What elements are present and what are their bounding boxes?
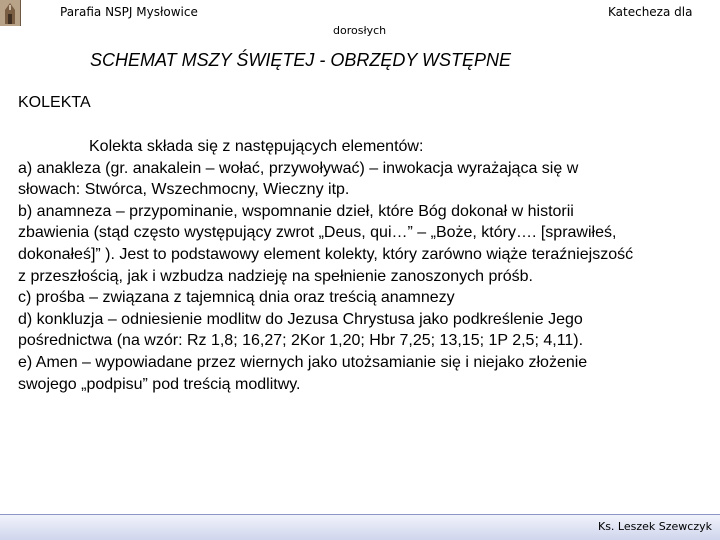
page-title: SCHEMAT MSZY ŚWIĘTEJ - OBRZĘDY WSTĘPNE	[90, 50, 512, 70]
header-parish: Parafia NSPJ Mysłowice	[60, 5, 198, 19]
body-line: b) anamneza – przypominanie, wspomnanie dzieł, które Bóg dokonał w historii	[18, 202, 574, 220]
section-heading: KOLEKTA	[18, 94, 91, 111]
body-line: Kolekta składa się z następujących elementów:	[89, 138, 424, 155]
body-line: d) konkluzja – odniesienie modlitw do Jezusa Chrystusa jako podkreślenie Jego	[18, 310, 583, 328]
body-line: zbawienia (stąd często występujący zwrot „Deus, qui…” – „Boże, który…. [sprawiłeś,	[18, 224, 617, 242]
body-line: a) anakleza (gr. anakalein – wołać, przywoływać) – inwokacja wyrażająca się w	[18, 159, 579, 177]
body-line: dokonałeś]” ). Jest to podstawowy element kolekty, który zarówno wiąże teraźniejszość	[18, 245, 634, 263]
body-line: pośrednictwa (na wzór: Rz 1,8; 16,27; 2Kor 1,20; Hbr 7,25; 13,15; 1P 2,5; 4,11).	[18, 332, 584, 350]
body-line: swojego „podpisu” pod treścią modlitwy.	[18, 375, 301, 393]
header-catechesis-continuation: dorosłych	[333, 24, 387, 37]
body-line: c) prośba – związana z tajemnicą dnia oraz treścią anamnezy	[18, 289, 455, 307]
body-line: z przeszłością, jak i wzbudza nadzieję na spełnienie zanoszonych próśb.	[18, 267, 533, 285]
body-line: e) Amen – wypowiadane przez wiernych jako utożsamianie się i niejako złożenie	[18, 353, 588, 371]
body-line: słowach: Stwórca, Wszechmocny, Wieczny itp.	[18, 181, 350, 199]
footer-bar	[0, 514, 720, 540]
church-image-icon	[0, 0, 21, 26]
footer-author: Ks. Leszek Szewczyk	[597, 520, 712, 533]
body-text	[18, 136, 708, 395]
header-catechesis: Katecheza dla	[608, 5, 693, 19]
